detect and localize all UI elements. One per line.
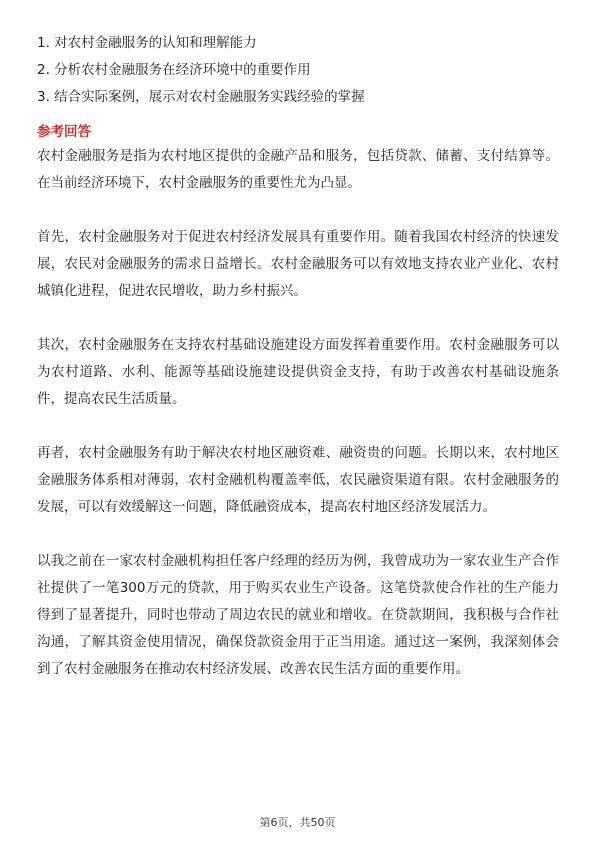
paragraph: 以我之前在一家农村金融机构担任客户经理的经历为例，我曾成功为一家农业生产合作社提供了一笔300万元的贷款，用于购买农业生产设备。这笔贷款使合作社的生产能力得到了显著提升，同时也带动了周边农民的就业和增收。在贷款期间，我积极与合作社沟通，了解其资金使用情况，确保贷款资金用于正当用途。通过这一案例，我深刻体会到了农村金融服务在推动农村经济发展、改善农民生活方面的重要作用。: [37, 553, 559, 677]
list-item: 1. 对农村金融服务的认知和理解能力: [37, 35, 257, 51]
paragraph: 农村金融服务是指为农村地区提供的金融产品和服务，包括贷款、储蓄、支付结算等。在当前经济环境下，农村金融服务的重要性尤为凸显。: [37, 148, 559, 191]
assessment-points-list: [37, 30, 567, 111]
paragraph: 其次，农村金融服务在支持农村基础设施建设方面发挥着重要作用。农村金融服务可以为农村道路、水利、能源等基础设施建设提供资金支持，有助于改善农村基础设施条件，提高农民生活质量。: [37, 337, 559, 407]
list-item: 2. 分析农村金融服务在经济环境中的重要作用: [37, 62, 311, 78]
page-number: 第6页，共50页: [259, 816, 336, 829]
paragraph: 再者，农村金融服务有助于解决农村地区融资难、融资贵的问题。长期以来，农村地区金融服务体系相对薄弱，农村金融机构覆盖率低，农民融资渠道有限。农村金融服务的发展，可以有效缓解这一问题，降低融资成本，提高农村地区经济发展活力。: [37, 445, 559, 515]
answer-heading: 参考回答: [37, 124, 91, 140]
paragraph: 首先，农村金融服务对于促进农村经济发展具有重要作用。随着我国农村经济的快速发展，农民对金融服务的需求日益增长。农村金融服务可以有效地支持农业产业化、农村城镇化进程，促进农民增收，助力乡村振兴。: [37, 229, 559, 299]
answer-body: [37, 143, 559, 710]
list-item: 3. 结合实际案例，展示对农村金融服务实践经验的掌握: [37, 89, 365, 105]
